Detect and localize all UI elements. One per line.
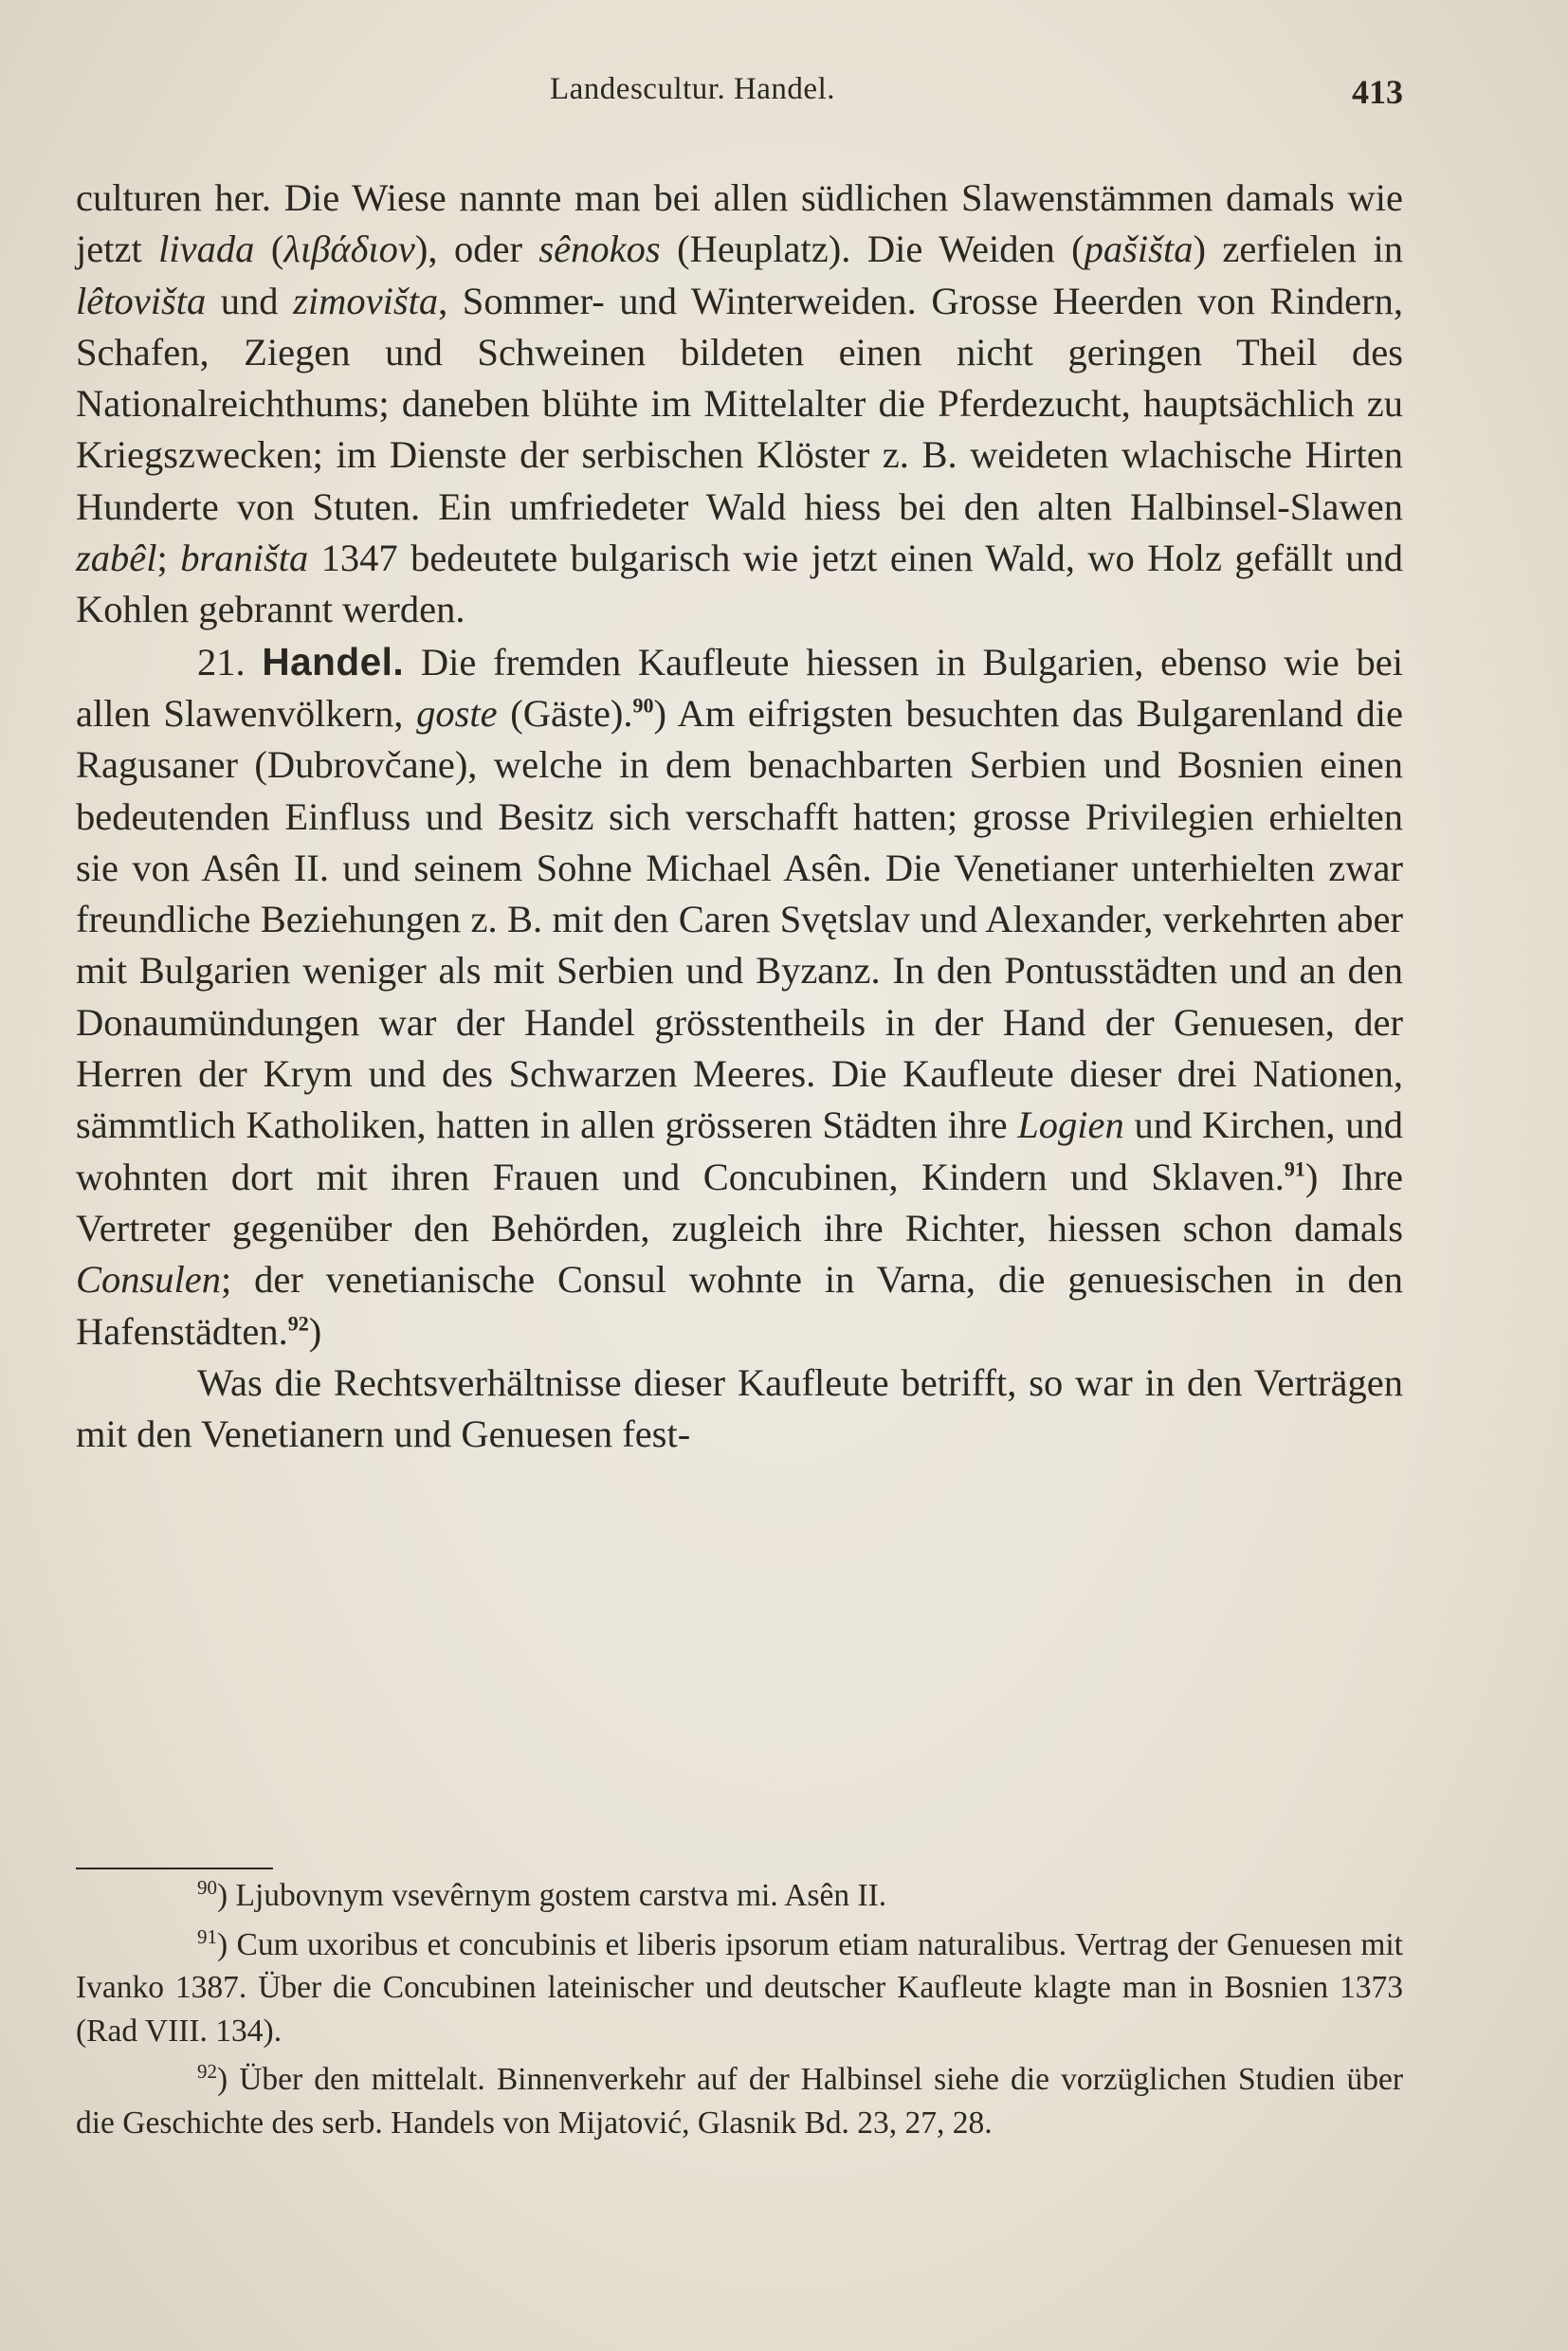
main-text	[76, 173, 1403, 1460]
footnote-mark: 90	[197, 1875, 217, 1899]
footnote-ref[interactable]: 90	[632, 693, 654, 718]
text-run: ) zerfielen in	[1193, 228, 1403, 271]
footnote-92	[76, 2058, 1403, 2144]
italic-term: Consulen	[76, 1258, 222, 1302]
text-run: culturen her. Die Wiese nannte man bei allen südlichen Slawenstämmen damals wie jetzt	[76, 176, 1403, 271]
text-run: ; der venetianische Consul wohnte in Varna, die genuesischen in den Hafenstädten.	[76, 1258, 1403, 1353]
section-number: 21.	[197, 640, 246, 683]
footnote-mark: 91	[197, 1924, 217, 1948]
footnote-90	[76, 1874, 1403, 1918]
running-head	[76, 72, 1403, 110]
text-run: (	[254, 228, 284, 271]
paragraph-2	[76, 636, 1403, 1358]
text-run: Die fremden Kaufleute hiessen in Bulgarien, ebenso wie bei allen Slawenvölkern,	[76, 640, 1404, 735]
text-run: 1347 bedeutete bulgarisch wie jetzt einen Wald, wo Holz gefällt und Kohlen gebrannt werden.	[76, 537, 1403, 631]
italic-term: Logien	[1017, 1103, 1124, 1147]
italic-term: goste	[416, 691, 498, 735]
footnote-ref[interactable]: 92	[287, 1311, 309, 1336]
running-title: Landescultur. Handel.	[550, 72, 835, 106]
footnotes	[76, 1874, 1403, 2150]
italic-term: braništa	[180, 537, 309, 580]
footnote-text: ) Über den mittelalt. Binnenverkehr auf der Halbinsel siehe die vorzüglichen Studien über die Geschichte des serb. Handels von Mijatović, Glasnik Bd. 23, 27, 28.	[76, 2062, 1403, 2141]
footnote-divider	[76, 1868, 273, 1869]
text-run: )	[308, 1309, 322, 1353]
footnote-mark: 92	[197, 2059, 217, 2083]
footnote-text: ) Cum uxoribus et concubinis et liberis ipsorum etiam naturalibus. Vertrag der Genuesen mit Ivanko 1387. Über die Concubinen lateinischer und deutscher Kaufleute klagte man in Bosnien 1373 (Rad VIII. 134).	[76, 1926, 1403, 2049]
text-run: ;	[156, 537, 181, 580]
italic-term: zabêl	[76, 537, 157, 580]
text-run: ), oder	[414, 228, 539, 271]
italic-term: λιβάδιον	[283, 228, 415, 271]
italic-term: lêtovišta	[76, 279, 207, 322]
text-run: ) Am eifrigsten besuchten das Bulgarenland die Ragusaner (Dubrovčane), welche in dem benachbarten Serbien und Bosnien einen bedeutenden Einfluss und Besitz sich verschafft hatten; grosse Privilegien erhielten sie von Asên II. und seinem Sohne Michael Asên. Die Venetianer unterhielten zwar freundliche Beziehungen z. B. mit den Caren Svętslav und Alexander, verkehrten aber mit Bulgarien weniger als mit Serbien und Byzanz. In den Pontusstädten und an den Donaumündungen war der Handel grösstentheils in der Hand der Genuesen, der Herren der Krym und des Schwarzen Meeres. Die Kaufleute dieser drei Nationen, sämmtlich Katholiken, hatten in allen grösseren Städten ihre	[76, 691, 1403, 1147]
text-run: Was die Rechtsverhältnisse dieser Kaufleute betrifft, so war in den Verträgen mit den Venetianern und Genuesen fest-	[76, 1360, 1403, 1456]
paragraph-1	[76, 173, 1403, 636]
footnote-text: ) Ljubovnym vsevêrnym gostem carstva mi. Asên II.	[217, 1878, 887, 1913]
italic-term: livada	[158, 228, 255, 271]
text-run: und Kirchen, und wohnten dort mit ihren Frauen und Concubinen, Kindern und Sklaven.	[76, 1103, 1403, 1198]
italic-term: pašišta	[1084, 228, 1194, 271]
text-run: ) Ihre Vertreter gegenüber den Behörden, zugleich ihre Richter, hiessen schon damals	[76, 1155, 1404, 1249]
text-run: , Sommer- und Winterweiden. Grosse Heerden von Rindern, Schafen, Ziegen und Schweinen bildeten einen nicht geringen Theil des Nationalreichthums; daneben blühte im Mittelalter die Pferdezucht, hauptsächlich zu Kriegszwecken; im Dienste der serbischen Klöster z. B. weideten wlachische Hirten Hunderte von Stuten. Ein umfriedeter Wald hiess bei den alten Halbinsel-Slawen	[76, 279, 1403, 528]
text-run: (Heuplatz). Die Weiden (	[660, 228, 1085, 271]
footnote-ref[interactable]: 91	[1284, 1157, 1305, 1181]
paragraph-3	[76, 1358, 1403, 1461]
text-run: und	[206, 279, 294, 322]
page-number: 413	[1352, 73, 1403, 111]
italic-term: sênokos	[538, 228, 661, 271]
section-title: Handel.	[262, 639, 405, 683]
footnote-91	[76, 1923, 1403, 2053]
text-run: (Gäste).	[497, 691, 633, 735]
italic-term: zimovišta	[293, 279, 439, 322]
